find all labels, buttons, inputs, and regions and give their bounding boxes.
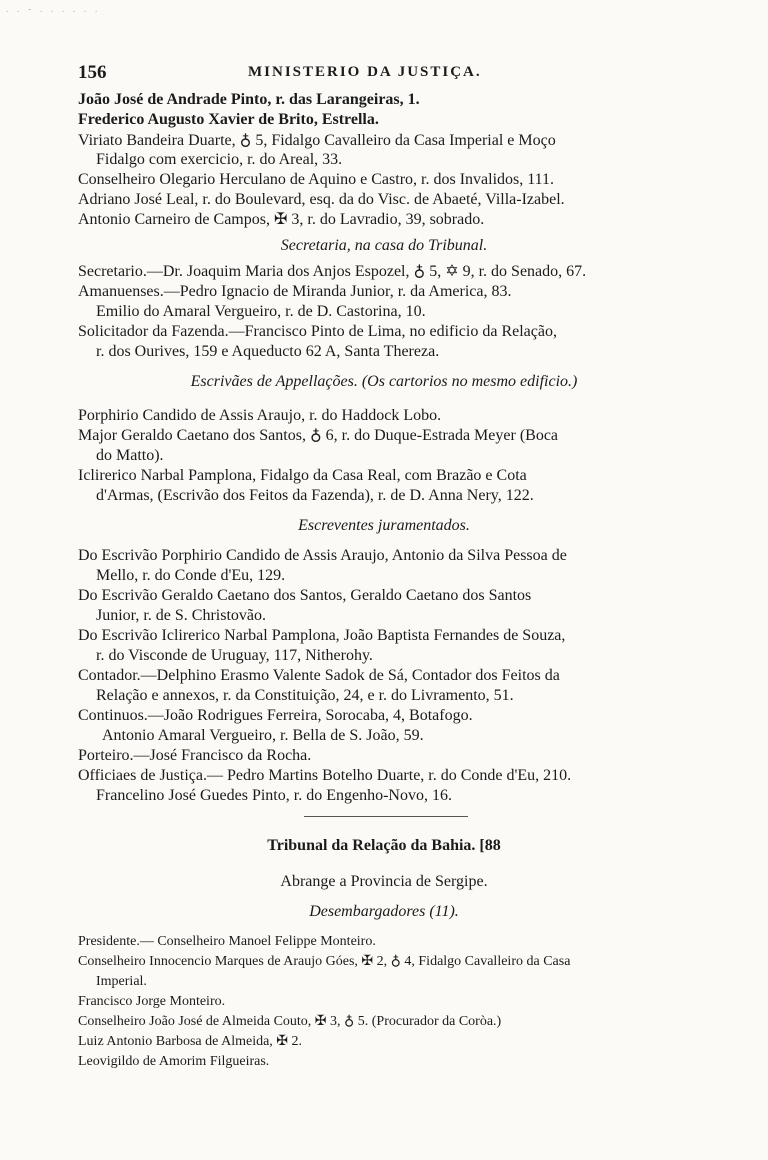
member-entry: Conselheiro Olegario Herculano de Aquino e Castro, r. dos Invalidos, 111. (78, 171, 555, 188)
escrivaes-line: d'Armas, (Escrivão dos Feitos da Fazenda), r. de D. Anna Nery, 122. (96, 487, 534, 504)
secretaria-line: Solicitador da Fazenda.—Francisco Pinto de Lima, no edificio da Relação, (78, 323, 557, 340)
secretaria-heading: Secretaria, na casa do Tribunal. (280, 237, 488, 254)
escreventes-line: Do Escrivão Porphirio Candido de Assis Araujo, Antonio da Silva Pessoa de (78, 547, 567, 564)
bahia-subtitle: Abrange a Provincia de Sergipe. (280, 873, 488, 890)
top-noise: . . - . . . . . . (6, 4, 101, 15)
member-entry: Antonio Carneiro de Campos, ✠ 3, r. do Lavradio, 39, sobrado. (78, 211, 485, 228)
bahia-line: Imperial. (96, 974, 147, 989)
page-number: 156 (78, 62, 107, 83)
secretaria-line: Secretario.—Dr. Joaquim Maria dos Anjos Espozel, ♁ 5, ✡ 9, r. do Senado, 67. (78, 263, 587, 280)
member-entry: Viriato Bandeira Duarte, ♁ 5, Fidalgo Cavalleiro da Casa Imperial e Moço (78, 132, 556, 149)
member-entry: João José de Andrade Pinto, r. das Larangeiras, 1. (78, 91, 420, 108)
page-header (78, 62, 710, 86)
escrivaes-line: Iclirerico Narbal Pamplona, Fidalgo da Casa Real, com Brazão e Cota (78, 467, 527, 484)
escreventes-heading: Escreventes juramentados. (298, 517, 470, 534)
member-entry: Frederico Augusto Xavier de Brito, Estrella. (78, 111, 379, 128)
secretaria-line: r. dos Ourives, 159 e Aqueducto 62 A, Santa Thereza. (96, 343, 440, 360)
escreventes-line: Contador.—Delphino Erasmo Valente Sadok de Sá, Contador dos Feitos da (78, 667, 560, 684)
escreventes-line: Junior, r. de S. Christovão. (96, 607, 267, 624)
escreventes-line: Continuos.—João Rodrigues Ferreira, Sorocaba, 4, Botafogo. (78, 707, 473, 724)
bahia-line: Conselheiro Innocencio Marques de Araujo Góes, ✠ 2, ♁ 4, Fidalgo Cavalleiro da Casa (78, 954, 571, 969)
escreventes-line: r. do Visconde de Uruguay, 117, Nitherohy. (96, 647, 373, 664)
escrivaes-line: do Matto). (96, 447, 164, 464)
bahia-title: Tribunal da Relação da Bahia. [88 (267, 837, 501, 854)
escrivaes-line: Major Geraldo Caetano dos Santos, ♁ 6, r. do Duque-Estrada Meyer (Boca (78, 427, 559, 444)
desembargadores-heading: Desembargadores (11). (309, 903, 459, 920)
escrivaes-heading: Escrivães de Appellações. (Os cartorios no mesmo edificio.) (190, 373, 578, 390)
escreventes-line: Do Escrivão Iclirerico Narbal Pamplona, João Baptista Fernandes de Souza, (78, 627, 566, 644)
escreventes-line: Porteiro.—José Francisco da Rocha. (78, 747, 312, 764)
member-entry-continuation: Fidalgo com exercicio, r. do Areal, 33. (96, 151, 343, 168)
escrivaes-line: Porphirio Candido de Assis Araujo, r. do Haddock Lobo. (78, 407, 442, 424)
secretaria-line: Emilio do Amaral Vergueiro, r. de D. Castorina, 10. (96, 303, 426, 320)
section-divider (304, 816, 468, 817)
member-entry: Adriano José Leal, r. do Boulevard, esq. da do Visc. de Abaeté, Villa-Izabel. (78, 191, 565, 208)
escreventes-line: Francelino José Guedes Pinto, r. do Engenho-Novo, 16. (96, 787, 452, 804)
escreventes-line: Antonio Amaral Vergueiro, r. Bella de S. João, 59. (102, 727, 424, 744)
escreventes-line: Do Escrivão Geraldo Caetano dos Santos, Geraldo Caetano dos Santos (78, 587, 532, 604)
bahia-line: Luiz Antonio Barbosa de Almeida, ✠ 2. (78, 1034, 303, 1049)
running-title: MINISTERIO DA JUSTIÇA. (248, 64, 482, 80)
secretaria-line: Amanuenses.—Pedro Ignacio de Miranda Junior, r. da America, 83. (78, 283, 512, 300)
bahia-line: Conselheiro João José de Almeida Couto, ✠ 3, ♁ 5. (Procurador da Coròa.) (78, 1014, 502, 1029)
escreventes-line: Relação e annexos, r. da Constituição, 24, e r. do Livramento, 51. (96, 687, 514, 704)
escreventes-line: Officiaes de Justiça.— Pedro Martins Botelho Duarte, r. do Conde d'Eu, 210. (78, 767, 572, 784)
bahia-line: Presidente.— Conselheiro Manoel Felippe Monteiro. (78, 934, 376, 949)
bahia-line: Francisco Jorge Monteiro. (78, 994, 226, 1009)
escreventes-line: Mello, r. do Conde d'Eu, 129. (96, 567, 286, 584)
bahia-line: Leovigildo de Amorim Filgueiras. (78, 1054, 270, 1069)
